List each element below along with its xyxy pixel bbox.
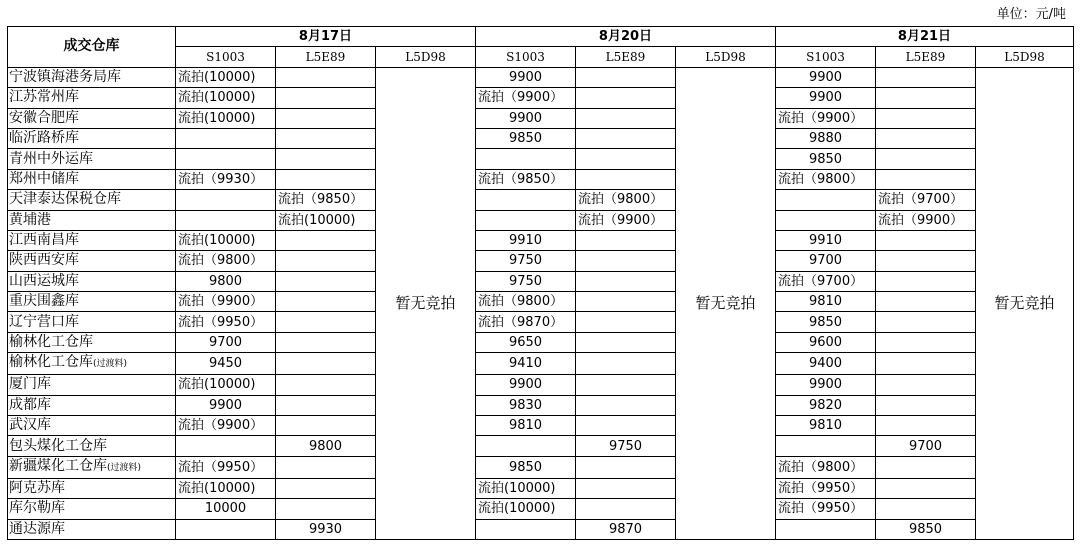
price-cell — [576, 128, 676, 148]
price-cell — [876, 499, 976, 519]
warehouse-name-text: 郑州中储库 — [9, 170, 79, 187]
table-row — [8, 436, 1074, 456]
warehouse-name-text: 宁波镇海港务局库 — [9, 68, 121, 85]
price-cell — [476, 436, 576, 456]
price-cell — [276, 149, 376, 169]
price-cell: 流拍(10000) — [176, 478, 276, 498]
price-cell: 9850 — [776, 149, 876, 169]
price-cell — [576, 149, 676, 169]
price-cell: 9850 — [476, 128, 576, 148]
warehouse-name — [8, 271, 176, 291]
price-cell: 流拍（9700） — [876, 190, 976, 210]
price-cell: 9910 — [776, 230, 876, 250]
warehouse-name-text: 通达源库 — [9, 520, 65, 537]
warehouse-name-text: 辽宁营口库 — [9, 313, 79, 330]
price-cell — [576, 478, 676, 498]
date-header-aug21: 8月21日 — [776, 27, 1074, 47]
price-cell — [876, 251, 976, 271]
table-row — [8, 149, 1074, 169]
price-cell: 流拍（9800） — [176, 251, 276, 271]
price-cell — [576, 108, 676, 128]
warehouse-name — [8, 478, 176, 498]
price-cell: 流拍(10000) — [176, 375, 276, 395]
price-cell — [276, 251, 376, 271]
warehouse-name-text: 库尔勒库 — [9, 500, 65, 517]
price-cell — [576, 312, 676, 332]
price-cell — [776, 436, 876, 456]
price-cell: 9900 — [776, 67, 876, 87]
price-cell: 9880 — [776, 128, 876, 148]
warehouse-name-text: 江苏常州库 — [9, 89, 79, 106]
price-cell: 9600 — [776, 332, 876, 352]
no-bid-cell: 暂无竞拍 — [976, 67, 1074, 539]
price-cell: 流拍(10000) — [476, 478, 576, 498]
price-cell — [276, 230, 376, 250]
price-cell — [576, 292, 676, 312]
price-cell: 流拍（9950） — [176, 312, 276, 332]
code-header: L5D98 — [376, 47, 476, 67]
price-cell — [876, 456, 976, 478]
warehouse-name — [8, 190, 176, 210]
warehouse-name-text: 临沂路桥库 — [9, 130, 79, 147]
warehouse-name-note: (过渡料) — [93, 359, 128, 370]
price-cell: 流拍（9700） — [776, 271, 876, 291]
price-cell: 流拍（9800） — [476, 292, 576, 312]
price-cell: 流拍（9900） — [476, 88, 576, 108]
table-row — [8, 312, 1074, 332]
code-header: L5E89 — [876, 47, 976, 67]
table-row — [8, 395, 1074, 415]
code-header: S1003 — [476, 47, 576, 67]
price-cell — [276, 499, 376, 519]
price-cell: 9410 — [476, 353, 576, 375]
price-cell: 流拍（9850） — [276, 190, 376, 210]
price-cell: 9400 — [776, 353, 876, 375]
code-header: L5E89 — [576, 47, 676, 67]
price-cell — [276, 456, 376, 478]
price-cell: 9700 — [876, 436, 976, 456]
price-cell — [276, 108, 376, 128]
warehouse-name-text: 重庆围鑫库 — [9, 293, 79, 310]
table-row — [8, 478, 1074, 498]
table-row — [8, 169, 1074, 189]
price-cell: 9750 — [476, 251, 576, 271]
price-cell: 流拍（9950） — [176, 456, 276, 478]
table-row — [8, 210, 1074, 230]
price-cell — [876, 395, 976, 415]
warehouse-name — [8, 332, 176, 352]
warehouse-name — [8, 230, 176, 250]
price-cell: 10000 — [176, 499, 276, 519]
price-cell — [276, 88, 376, 108]
price-cell — [276, 375, 376, 395]
table-row — [8, 88, 1074, 108]
warehouse-name-text: 阿克苏库 — [9, 480, 65, 496]
price-cell — [576, 375, 676, 395]
warehouse-name — [8, 210, 176, 230]
price-cell: 流拍（9930） — [176, 169, 276, 189]
warehouse-name-text: 山西运城库 — [9, 272, 79, 289]
warehouse-name-text: 江西南昌库 — [9, 232, 79, 249]
price-cell: 9810 — [776, 416, 876, 436]
no-bid-cell: 暂无竞拍 — [676, 67, 776, 539]
price-cell — [876, 478, 976, 498]
price-cell — [576, 332, 676, 352]
price-cell — [576, 416, 676, 436]
warehouse-name — [8, 149, 176, 169]
warehouse-name-text: 陕西西安库 — [9, 252, 79, 269]
table-row — [8, 499, 1074, 519]
warehouse-name — [8, 416, 176, 436]
warehouse-name — [8, 395, 176, 415]
table-row — [8, 128, 1074, 148]
table-row — [8, 271, 1074, 291]
price-cell: 流拍（9800） — [776, 169, 876, 189]
table-body — [8, 67, 1074, 539]
unit-label: 单位：元/吨 — [996, 7, 1066, 22]
price-cell: 流拍（9800） — [576, 190, 676, 210]
price-cell — [776, 190, 876, 210]
date-header-aug20: 8月20日 — [476, 27, 776, 47]
price-cell: 流拍（9950） — [776, 478, 876, 498]
warehouse-name-text: 榆林化工仓库 — [9, 334, 93, 351]
price-cell — [576, 88, 676, 108]
price-cell — [876, 128, 976, 148]
table-row — [8, 375, 1074, 395]
price-cell — [876, 416, 976, 436]
price-cell: 流拍（9900） — [176, 416, 276, 436]
price-cell — [876, 149, 976, 169]
price-cell — [876, 108, 976, 128]
price-cell — [276, 67, 376, 87]
warehouse-name-text: 新疆煤化工仓库 — [9, 457, 107, 474]
price-cell: 9850 — [776, 312, 876, 332]
table-row — [8, 251, 1074, 271]
price-cell: 9830 — [476, 395, 576, 415]
warehouse-name — [8, 499, 176, 519]
price-cell — [576, 230, 676, 250]
table-row — [8, 519, 1074, 539]
price-cell — [576, 67, 676, 87]
price-cell — [876, 88, 976, 108]
price-cell — [476, 190, 576, 210]
price-cell — [876, 230, 976, 250]
price-cell — [276, 478, 376, 498]
price-cell — [276, 416, 376, 436]
auction-table — [7, 26, 1074, 540]
price-cell: 9870 — [576, 519, 676, 539]
price-cell — [776, 210, 876, 230]
price-cell — [276, 353, 376, 375]
table-row — [8, 332, 1074, 352]
price-cell: 9810 — [776, 292, 876, 312]
warehouse-name-text: 榆林化工仓库 — [9, 354, 93, 371]
table-row — [8, 67, 1074, 87]
warehouse-name-text: 包头煤化工仓库 — [9, 437, 107, 454]
price-cell: 9650 — [476, 332, 576, 352]
no-bid-cell: 暂无竞拍 — [376, 67, 476, 539]
price-cell — [276, 169, 376, 189]
price-cell — [276, 292, 376, 312]
price-cell: 9900 — [476, 108, 576, 128]
code-header: L5D98 — [976, 47, 1074, 67]
warehouse-name — [8, 67, 176, 87]
warehouse-name-note: (过渡料) — [107, 462, 142, 473]
code-header: L5D98 — [676, 47, 776, 67]
price-cell: 9450 — [176, 353, 276, 375]
warehouse-name-text: 成都库 — [9, 396, 51, 413]
price-cell — [176, 519, 276, 539]
price-cell — [876, 353, 976, 375]
price-cell — [176, 436, 276, 456]
code-header: S1003 — [176, 47, 276, 67]
warehouse-name — [8, 456, 176, 478]
table-row — [8, 230, 1074, 250]
price-cell — [876, 67, 976, 87]
table-row — [8, 456, 1074, 478]
price-cell — [876, 271, 976, 291]
price-cell — [576, 456, 676, 478]
price-cell: 流拍(10000) — [176, 108, 276, 128]
price-cell — [876, 375, 976, 395]
price-cell: 流拍(10000) — [476, 499, 576, 519]
price-cell — [876, 312, 976, 332]
code-header: L5E89 — [276, 47, 376, 67]
warehouse-name — [8, 108, 176, 128]
price-cell — [276, 332, 376, 352]
price-cell: 流拍（9950） — [776, 499, 876, 519]
warehouse-name-text: 黄埔港 — [9, 211, 51, 228]
price-cell: 9900 — [176, 395, 276, 415]
warehouse-name — [8, 251, 176, 271]
warehouse-name-text: 青州中外运库 — [9, 150, 93, 167]
warehouse-name-text: 天津泰达保税仓库 — [9, 191, 121, 208]
warehouse-name-text: 武汉库 — [9, 417, 51, 434]
price-cell: 9700 — [776, 251, 876, 271]
price-cell: 9900 — [776, 88, 876, 108]
price-cell: 9820 — [776, 395, 876, 415]
price-cell: 9900 — [476, 375, 576, 395]
price-cell — [276, 271, 376, 291]
price-cell: 流拍（9870） — [476, 312, 576, 332]
price-cell — [276, 128, 376, 148]
warehouse-name-text: 厦门库 — [9, 376, 51, 393]
price-cell — [576, 353, 676, 375]
table-row — [8, 108, 1074, 128]
price-cell — [576, 499, 676, 519]
price-cell — [176, 190, 276, 210]
price-cell — [876, 292, 976, 312]
warehouse-header: 成交仓库 — [8, 27, 176, 68]
price-cell: 9750 — [476, 271, 576, 291]
warehouse-name — [8, 312, 176, 332]
warehouse-name — [8, 292, 176, 312]
price-cell: 9750 — [576, 436, 676, 456]
warehouse-name — [8, 519, 176, 539]
warehouse-name-text: 安徽合肥库 — [9, 109, 79, 126]
price-cell — [576, 169, 676, 189]
price-cell: 流拍(10000) — [276, 210, 376, 230]
price-cell: 9910 — [476, 230, 576, 250]
warehouse-name — [8, 353, 176, 375]
price-cell — [176, 210, 276, 230]
warehouse-name — [8, 436, 176, 456]
price-cell: 9930 — [276, 519, 376, 539]
warehouse-name — [8, 128, 176, 148]
table-row — [8, 190, 1074, 210]
warehouse-name — [8, 88, 176, 108]
price-cell — [176, 149, 276, 169]
price-cell: 9900 — [776, 375, 876, 395]
price-cell — [576, 271, 676, 291]
price-cell — [276, 312, 376, 332]
price-cell: 流拍（9900） — [576, 210, 676, 230]
price-cell: 流拍(10000) — [176, 230, 276, 250]
price-cell: 流拍(10000) — [176, 67, 276, 87]
price-cell: 9850 — [476, 456, 576, 478]
price-cell — [476, 210, 576, 230]
price-cell: 9900 — [476, 67, 576, 87]
price-cell: 9800 — [276, 436, 376, 456]
price-cell: 流拍（9800） — [776, 456, 876, 478]
price-cell — [776, 519, 876, 539]
date-header-aug17: 8月17日 — [176, 27, 476, 47]
table-row — [8, 416, 1074, 436]
price-cell: 流拍（9900） — [776, 108, 876, 128]
price-cell — [276, 395, 376, 415]
code-header: S1003 — [776, 47, 876, 67]
price-cell — [476, 149, 576, 169]
table-row — [8, 292, 1074, 312]
price-cell: 9800 — [176, 271, 276, 291]
price-cell — [176, 128, 276, 148]
price-cell — [476, 519, 576, 539]
price-cell: 流拍(10000) — [176, 88, 276, 108]
price-cell — [876, 169, 976, 189]
price-cell: 流拍（9900） — [876, 210, 976, 230]
price-cell: 9850 — [876, 519, 976, 539]
price-cell: 流拍（9850） — [476, 169, 576, 189]
price-cell: 流拍（9900） — [176, 292, 276, 312]
table-row — [8, 353, 1074, 375]
price-cell — [576, 251, 676, 271]
price-cell — [576, 395, 676, 415]
warehouse-name — [8, 375, 176, 395]
price-cell — [876, 332, 976, 352]
price-cell: 9810 — [476, 416, 576, 436]
warehouse-name — [8, 169, 176, 189]
price-cell: 9700 — [176, 332, 276, 352]
